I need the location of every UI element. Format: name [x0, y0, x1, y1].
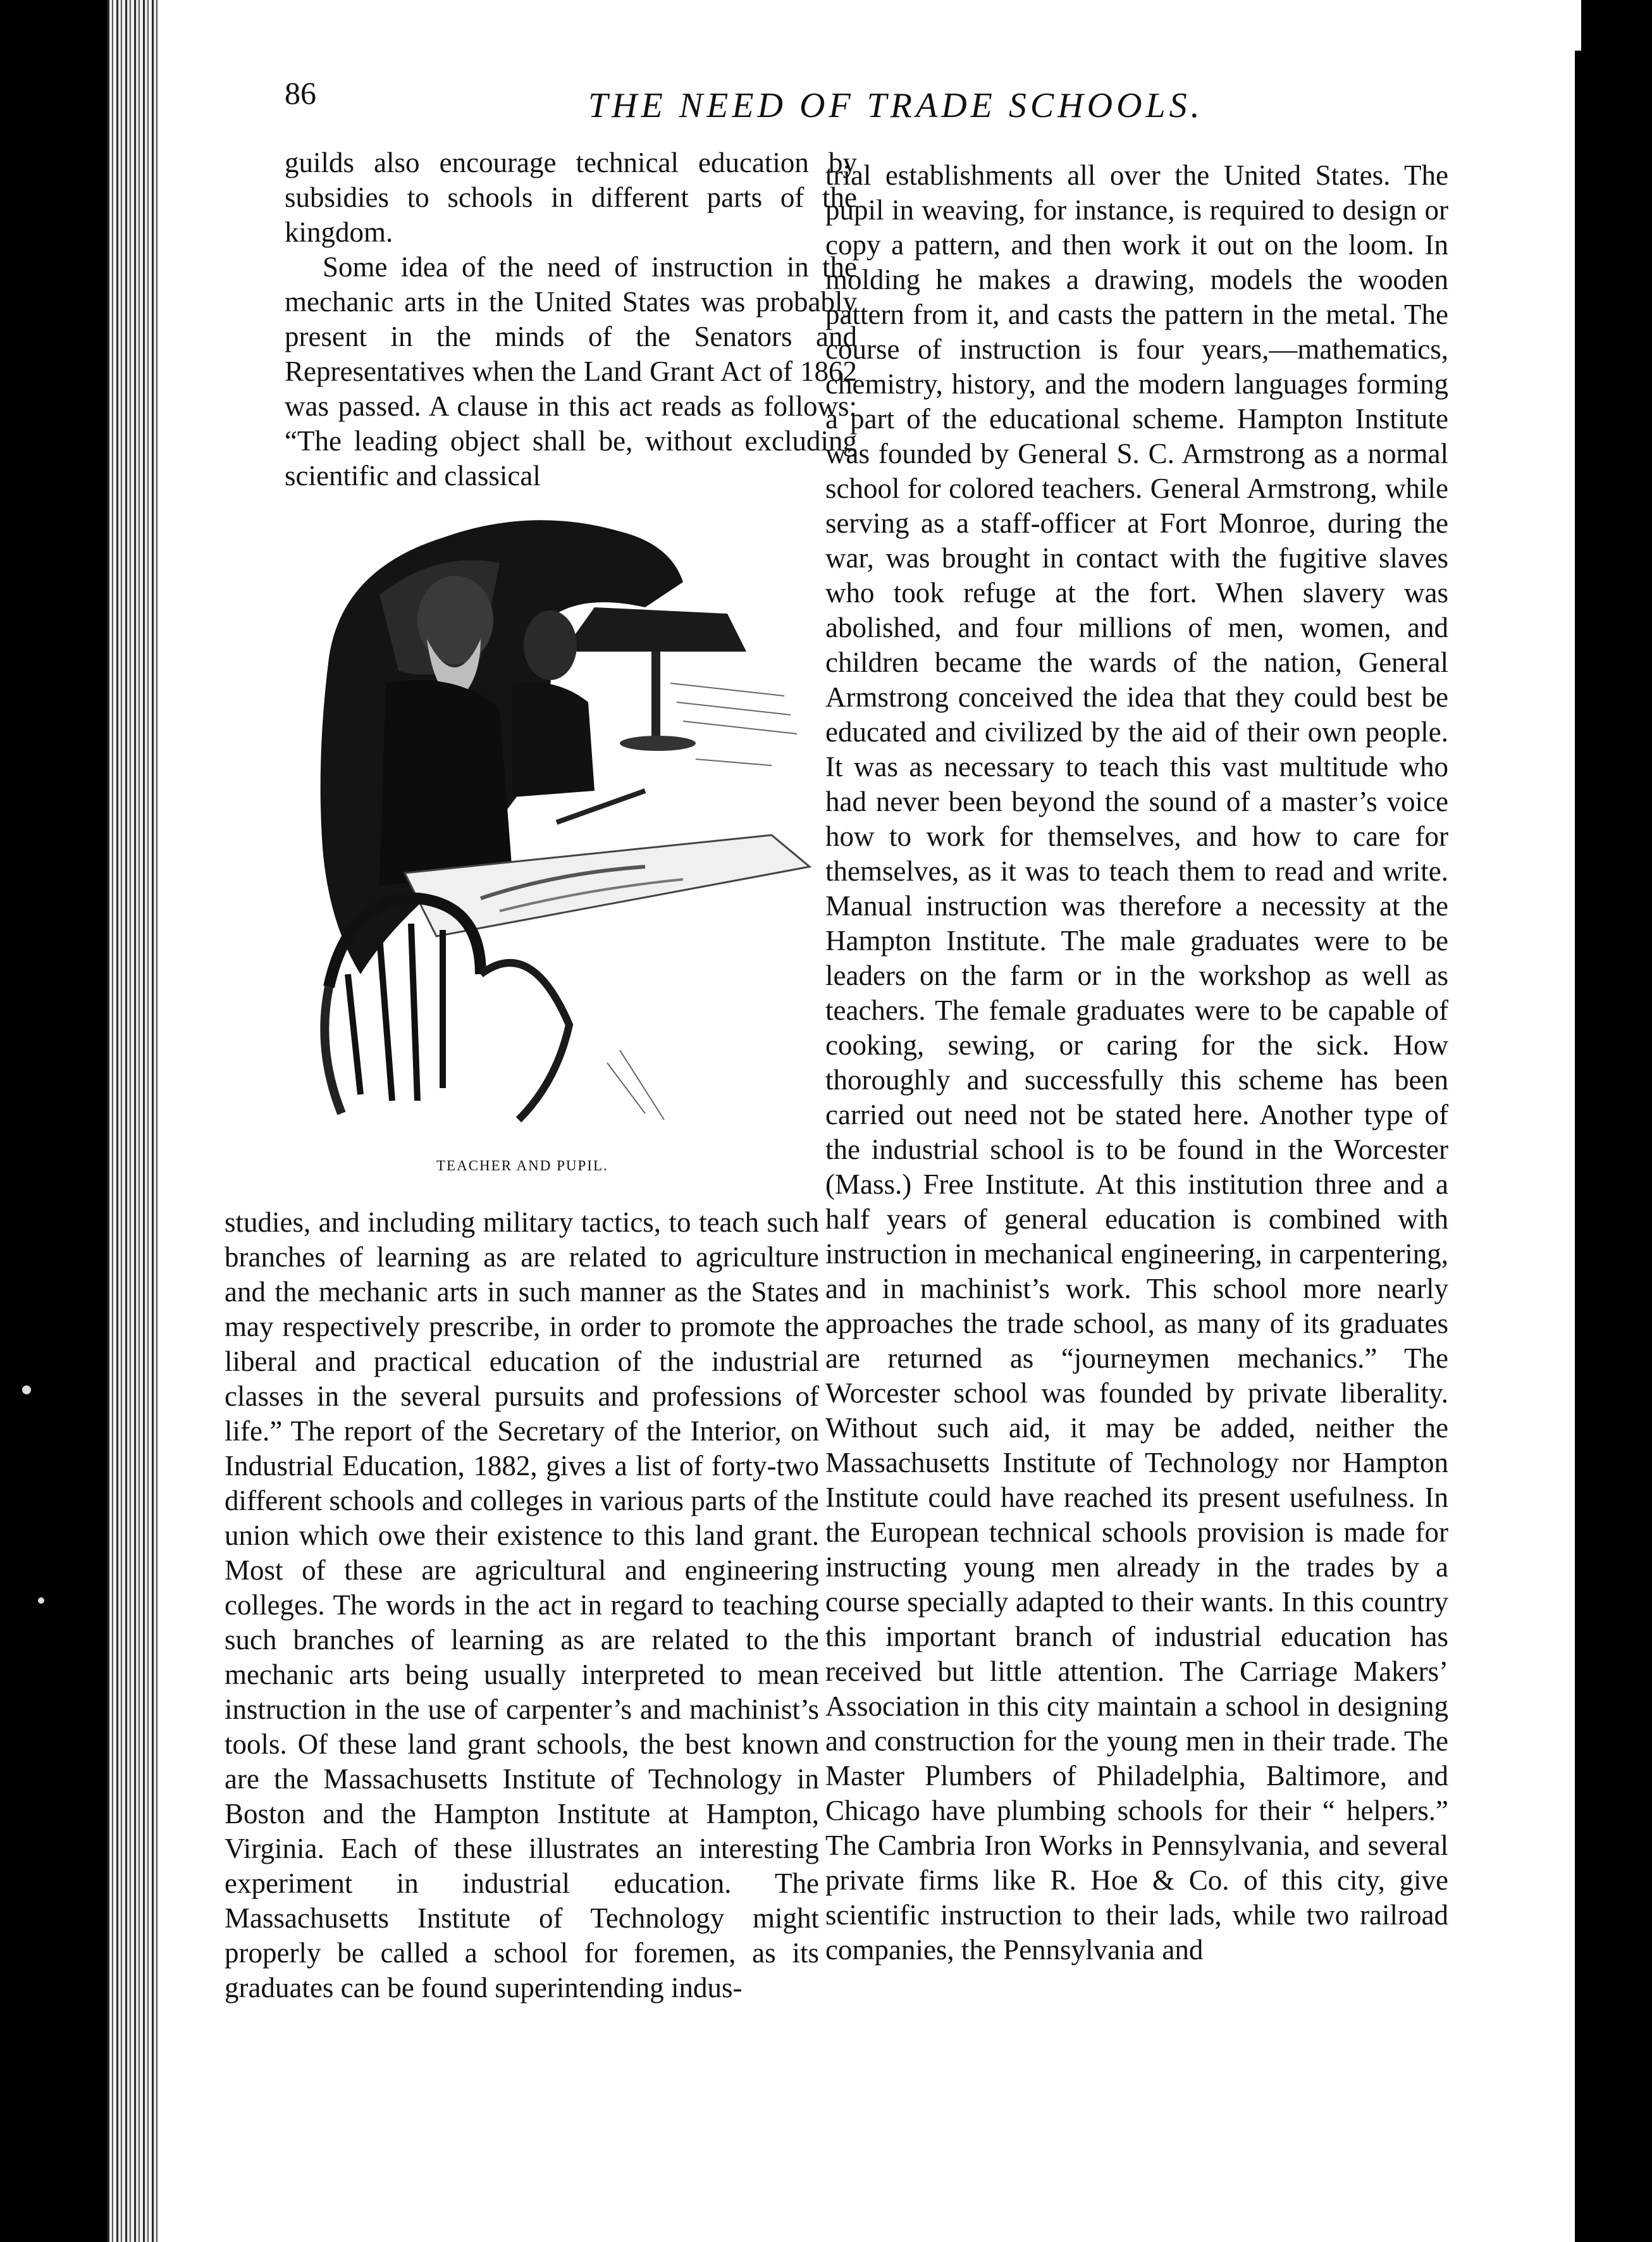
- scan-border-right: [1575, 51, 1652, 2242]
- scan-speck: [22, 1385, 31, 1394]
- left-column-bottom: [225, 1205, 819, 2005]
- left-column-top: [285, 146, 857, 493]
- page-number: 86: [285, 75, 316, 111]
- right-column: [825, 158, 1448, 1967]
- teacher-and-pupil-illustration: [291, 493, 848, 1126]
- lamp: [563, 607, 746, 751]
- paragraph: Some idea of the need of instruction in the mechanic arts in the United States was probably present in the minds of the Senators and Representatives when the Land Grant Act of 1862 was passed. A clause in this act reads as follows: “The leading object shall be, without excluding scientific and classical: [285, 251, 857, 492]
- scan-speck: [38, 1597, 44, 1604]
- illustration-caption: TEACHER AND PUPIL.: [436, 1158, 608, 1174]
- paragraph: trial establishments all over the United States. The pupil in weaving, for instance, is required to design or copy a pattern, and then work it out on the loom. In molding he makes a drawing, models the wooden pattern from it, and casts the pattern in the metal. The course of instruction is four years,—mathematics, chemistry, history, and the modern languages forming a part of the educational scheme. Hampton Institute was founded by General S. C. Armstrong as a normal school for colored teachers. General Armstrong, while serving as a staff-officer at Fort Monroe, during the war, was brought in contact with the fugitive slaves who took refuge at the fort. When slavery was abolished, and four millions of men, women, and children became the wards of the nation, General Armstrong conceived the idea that they could best be educated and civilized by the aid of their own people. It was as necessary to teach this vast multitude who had never been beyond the sound of a master’s voice how to work for themselves, and how to care for themselves, as it was to teach them to read and write. Manual instruction was therefore a necessity at the Hampton Institute. The male graduates were to be leaders on the farm or in the workshop as well as teachers. The female graduates were to be capable of cooking, sewing, or caring for the sick. How thoroughly and successfully this scheme has been carried out need not be stated here. Another type of the industrial school is to be found in the Worcester (Mass.) Free Institute. At this institution three and a half years of general education is combined with instruction in mechanical engineering, in carpentering, and in machinist’s work. This school more nearly approaches the trade school, as many of its graduates are returned as “journeymen mechanics.” The Worcester school was founded by private liberality. Without such aid, it may be added, neither the Massachusetts Institute of Technology nor Hampton Institute could have reached its present usefulness. In the European technical schools provision is made for instructing young men already in the trades by a course specially adapted to their wants. In this country this important branch of industrial education has received but little attention. The Carriage Makers’ Association in this city maintain a school in designing and construction for the young men in their trade. The Master Plumbers of Philadelphia, Baltimore, and Chicago have plumbing schools for their “ helpers.” The Cambria Iron Works in Pennsylvania, and several private firms like R. Hoe & Co. of this city, give scientific instruction to their lads, while two railroad companies, the Pennsylvania and: [825, 159, 1448, 1966]
- page-edge-stack: [108, 0, 158, 2242]
- running-head: THE NEED OF TRADE SCHOOLS.: [588, 86, 1204, 125]
- paragraph: studies, and including military tactics, to teach such branches of learning as are related to agriculture and the mechanic arts in such manner as the States may respectively prescribe, in order to promote the liberal and practical education of the industrial classes in the several pursuits and professions of life.” The report of the Secretary of the Interior, on Industrial Education, 1882, gives a list of forty-two different schools and colleges in various parts of the union which owe their existence to this land grant. Most of these are agricultural and engineering colleges. The words in the act in regard to teaching such branches of learning as are related to the mechanic arts being usually interpreted to mean instruction in the use of carpenter’s and machinist’s tools. Of these land grant schools, the best known are the Massachusetts Institute of Technology in Boston and the Hampton Institute at Hampton, Virginia. Each of these illustrates an interesting experiment in industrial education. The Massachusetts Institute of Technology might properly be called a school for foremen, as its graduates can be found superintending indus-: [225, 1206, 819, 2004]
- paragraph: guilds also encourage technical education by subsidies to schools in different parts of the kingdom.: [285, 147, 857, 248]
